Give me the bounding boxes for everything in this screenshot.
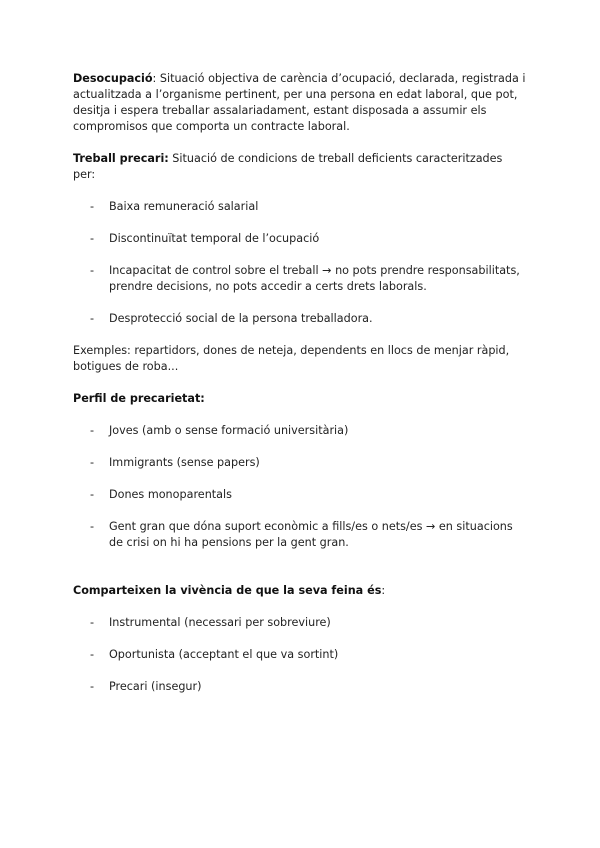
dash-bullet: -	[90, 264, 95, 277]
list-item: - Joves (amb o sense formació universitària)	[90, 424, 349, 437]
treball-precari-paragraph	[73, 151, 528, 183]
treball-precari-definition: Situació de condicions de treball deficients caracteritzades per:	[73, 152, 503, 181]
list-item: - Instrumental (necessari per sobreviure)	[90, 616, 331, 629]
dash-bullet: -	[90, 200, 95, 213]
dash-bullet: -	[90, 648, 95, 661]
treball-precari-term: Treball precari:	[73, 152, 169, 165]
list-item: - Incapacitat de control sobre el treball → no pots prendre responsabilitats, prendre decisions, no pots accedir a certs drets laborals.	[90, 264, 520, 293]
desocupacio-term: Desocupació	[73, 72, 153, 85]
dash-bullet: -	[90, 488, 95, 501]
dash-bullet: -	[90, 616, 95, 629]
list-item: - Gent gran que dóna suport econòmic a fills/es o nets/es → en situacions de crisi on hi ha pensions per la gent gran.	[90, 520, 513, 549]
treball-precari-list	[73, 199, 528, 327]
list-item: - Oportunista (acceptant el que va sortint)	[90, 648, 339, 661]
dash-bullet: -	[90, 680, 95, 693]
dash-bullet: -	[90, 424, 95, 437]
perfil-list	[73, 423, 528, 551]
desocupacio-definition: Situació objectiva de carència d’ocupació, declarada, registrada i actualitzada a l’organisme pertinent, per una persona en edat laboral, que pot, desitja i espera treballar assalariadament, estant disposada a assumir els compromisos que comporta un contracte laboral.	[73, 72, 526, 133]
list-item: - Dones monoparentals	[90, 488, 232, 501]
desocupacio-sep: :	[152, 72, 157, 85]
dash-bullet: -	[90, 520, 95, 533]
exemples-paragraph: Exemples: repartidors, dones de neteja, dependents en llocs de menjar ràpid, botigues de roba...	[73, 344, 510, 373]
comparteixen-list	[73, 615, 528, 695]
list-item: - Discontinuïtat temporal de l’ocupació	[90, 232, 320, 245]
document-page	[73, 71, 528, 695]
desocupacio-paragraph	[73, 71, 528, 135]
dash-bullet: -	[90, 456, 95, 469]
list-item: - Desprotecció social de la persona treballadora.	[90, 312, 373, 325]
list-item: - Immigrants (sense papers)	[90, 456, 260, 469]
list-item: - Baixa remuneració salarial	[90, 200, 259, 213]
dash-bullet: -	[90, 232, 95, 245]
list-item: - Precari (insegur)	[90, 680, 202, 693]
dash-bullet: -	[90, 312, 95, 325]
perfil-heading: Perfil de precarietat:	[73, 392, 205, 405]
comparteixen-heading: Comparteixen la vivència de que la seva feina és:	[73, 584, 386, 597]
